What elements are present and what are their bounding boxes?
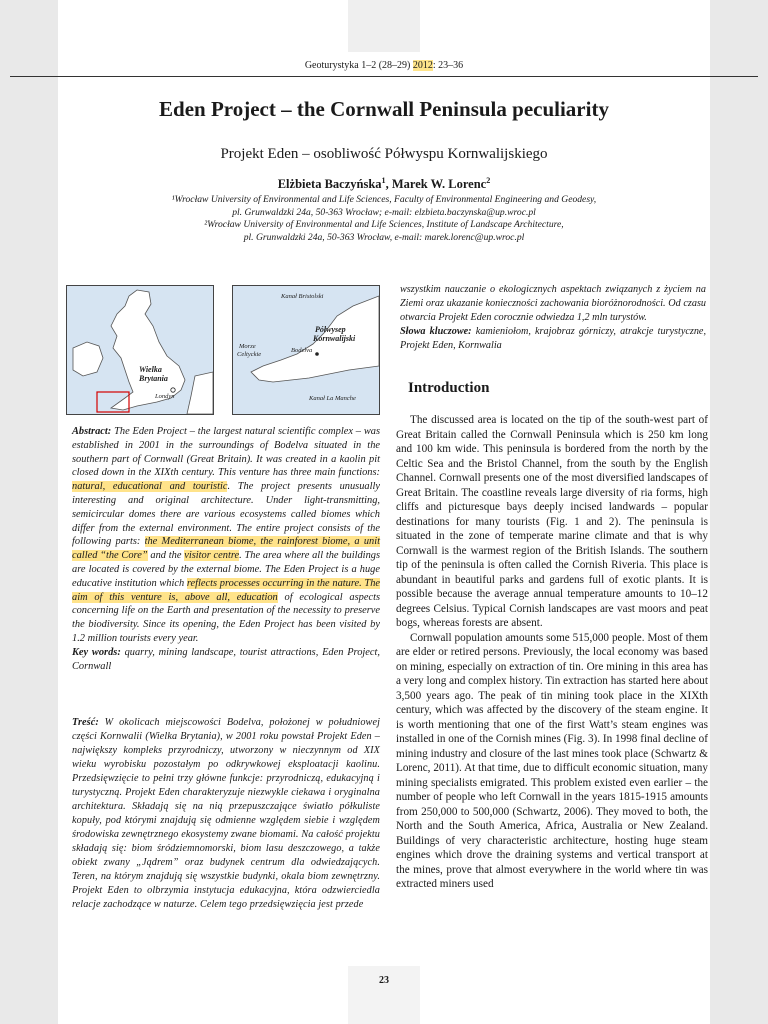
intro-paragraph-1: The discussed area is located on the tip of the south-west part of Great Britain called the Cornwall Peninsula which is 250 km long and 100 km wide. This peninsula is bordered from the north by the Celtic Sea and the Bristol Channel, from the south by the English Channel. Cornwall presents one of the most diversified landscapes of Great Britain. The coastline reveals large diversity of ria forms, high cliffs and picturesque bays deeply incised landwards – popular destinations for many tourists (Fig. 1 and 2). The peninsula is situated in the zone of temperate marine climate and that is why Cornwall is the warmest region of the British Islands. The southern tip of the peninsula is often called the Cornish Riveria. This place is abundant in beautiful parks and gardens full of exotic plants. It is possible because the average annual temperature amounts to 10–12 degrees Celsius. Typical Cornish landscapes are vast moors and peat bogs, whereas forests are absent.: [396, 414, 708, 629]
map-cornwall: [232, 285, 380, 415]
abstract-text: The Eden Project – the largest natural scientific complex – was established in 2001 in the surroundings of Bodelva situated in the southern part of Cornwall (Great Britain). It was created in a kaolin pit closed down in the XIXth century. This venture has three main functions:: [72, 426, 380, 479]
abstract-highlight: natural, educational and touristic: [72, 481, 228, 493]
journal-pages: : 23–36: [432, 60, 464, 71]
slowa-kluczowe-label: Słowa kluczowe:: [400, 326, 472, 337]
page-number: 23: [379, 975, 389, 986]
map-bodelva-marker: [315, 352, 319, 356]
keywords-label: Key words:: [72, 646, 121, 658]
keywords: quarry, mining landscape, tourist attractions, Eden Project, Cornwall: [72, 646, 380, 672]
header-rule: [10, 76, 758, 77]
journal-name: Geoturystyka 1–2 (28–29): [304, 60, 413, 71]
author-1-sup: 1: [381, 176, 386, 185]
map-label-sea-2: Celtyckie: [237, 351, 262, 358]
abstract-highlight: reflects processes occurring in the nature. The aim of this venture is, above all, education: [72, 577, 380, 603]
abstract-text: and the: [147, 550, 185, 562]
tresc-continued: [400, 283, 706, 353]
journal-year: 2012: [412, 60, 433, 71]
journal-header: [0, 60, 768, 71]
abstract: [72, 425, 380, 673]
tresc-label: Treść:: [72, 717, 99, 728]
paper-title: Eden Project – the Cornwall Peninsula peculiarity: [159, 97, 609, 121]
authors: [0, 176, 768, 192]
section-heading-introduction: Introduction: [408, 380, 490, 396]
abstract-text: . The area where all the buildings are located is covered by the external biome. The Eden Project is a huge educative institution which: [72, 550, 381, 589]
author-separator: ,: [385, 177, 392, 192]
abstract-text: . The project presents unusually interesting and original architecture. Under light-transmitting, semicircular domes there are various ecosystems called biomes which differ from the external environment. The entire project consists of the following parts:: [72, 481, 380, 548]
slowa-kluczowe: kamieniołom, krajobraz górniczy, atrakcje turystyczne, Projekt Eden, Kornwalia: [400, 326, 706, 351]
tresc: [72, 716, 380, 912]
map-label-wielka: Wielka: [139, 365, 162, 374]
tresc-text: W okolicach miejscowości Bodelva, położonej w południowej części Kornwalii (Wielka Brytania), w 2001 roku powstał Projekt Eden – największy kompleks przyrodniczy, utworzony w nieczynnym od XIX wieku wyrobisku pozostałym po odkrywkowej eksploatacji kaolinu. Przedsięwzięcie to pełni trzy główne funkcje: przyrodniczą, edukacyjną i turystyczną. Projekt Eden charakteryzuje niezwykle ciekawa i oryginalna architektura. Składają się na nią przepuszczające światło półkuliste kopuły, pod którymi znajdują się odmienne względem siebie i względem środowiska zewnętrznego ekosystemy zwane biomami. Na całość projektu składają się: biom śródziemnomorski, biom lasu deszczowego, a także obiekt zwany „Jądrem” oraz budynek centrum dla odwiedzających. Teren, na którym znajdują się wszystkie budynki, okala biom zewnętrzny. Projekt Eden to olbrzymia instytucja edukacyjna, która odzwierciedla relacje zachodzące w naturze. Celem tego przedsięwzięcia jest przede: [72, 717, 380, 910]
map-label-brytania: Brytania: [139, 374, 168, 383]
map-label-peninsula-1: Półwysep: [315, 325, 346, 334]
map-great-britain-svg: [67, 286, 213, 414]
tresc-cont-text: wszystkim nauczanie o ekologicznych aspektach związanych z życiem na Ziemi oraz ukazanie konieczności zachowania bioróżnorodności. Od czasu otwarcia Projekt Eden corocznie odwiedza 1,2 mln turystów.: [400, 284, 706, 323]
affiliations: [0, 194, 768, 244]
introduction-body: [396, 413, 708, 892]
map-great-britain: [66, 285, 214, 415]
intro-paragraph-2: Cornwall population amounts some 515,000 people. Most of them are elder or retired persons. Previously, the local economy was based on mining, especially on extraction of tin. Ore mining in this area has a very long and complex history. Tin extraction has started here about 3,500 years ago. The peak of tin mining took place in the XIXth century, which was affected by the discovery of the steam engine. It is worth mentioning that one of the first Watt’s steam engines was installed in one of the Cornish mines (Fig. 3). In 1998 final decline of mining industry and closure of the last mines took place (Schwartz & Lorenc, 2011). At that time, due to difficult economic situation, many mining specialists emigrated. This problem existed even earlier – the number of people who left Cornwall in the years 1815-1915 amounts from 250,000 to 500,000 (Schwartz, 2006). They moved to both, the North and the South America, Africa, Australia or New Zealand. Buildings of very characteristic architecture, hosting huge steam engines which drove the draining systems and vertical transport at the mines, prove that almost everywhere in the world where tin was extracted miners used: [396, 631, 708, 890]
abstract-highlight: the Mediterranean biome, the rainforest biome, a unit called “the Core”: [72, 536, 380, 562]
map-cornwall-svg: [233, 286, 379, 414]
author-1: Elżbieta Baczyńska: [277, 177, 382, 192]
affiliation-line: pl. Grunwaldzki 24a, 50-363 Wrocław, e-mail: marek.lorenc@up.wroc.pl: [243, 231, 525, 243]
map-label-london: Londyn: [155, 393, 175, 400]
affiliation-line: pl. Grunwaldzki 24a, 50-363 Wrocław; e-mail: elzbieta.baczynska@up.wroc.pl: [232, 206, 536, 218]
affiliation-line: ²Wrocław University of Environmental and Life Sciences, Institute of Landscape Architecture,: [204, 219, 564, 230]
author-2-sup: 2: [486, 176, 491, 185]
abstract-label: Abstract:: [72, 426, 112, 437]
affiliation-line: ¹Wrocław University of Environmental and Life Sciences, Faculty of Environmental Engineering and Geodesy,: [171, 194, 597, 205]
abstract-highlight: visitor centre: [184, 550, 240, 562]
map-label-peninsula-2: Kornwalijski: [313, 334, 356, 343]
abstract-text: of ecological aspects concerning life on the Earth and presentation of the necessity to preserve the biodiversity. Since its opening, the Eden Project has been visited by 1.2 million tourists every year.: [72, 591, 380, 644]
paper-subtitle: Projekt Eden – osobliwość Półwyspu Kornwalijskiego: [220, 146, 548, 162]
page-tab-top: [348, 0, 420, 52]
map-label-bristol: Kanał Bristolski: [281, 293, 324, 300]
map-label-bodelva: Bodelva: [291, 347, 313, 354]
map-london-marker: [171, 388, 175, 392]
map-label-sea-1: Morze: [239, 343, 256, 350]
map-label-la-manche: Kanał La Manche: [309, 395, 356, 402]
author-2: Marek W. Lorenc: [391, 177, 487, 192]
